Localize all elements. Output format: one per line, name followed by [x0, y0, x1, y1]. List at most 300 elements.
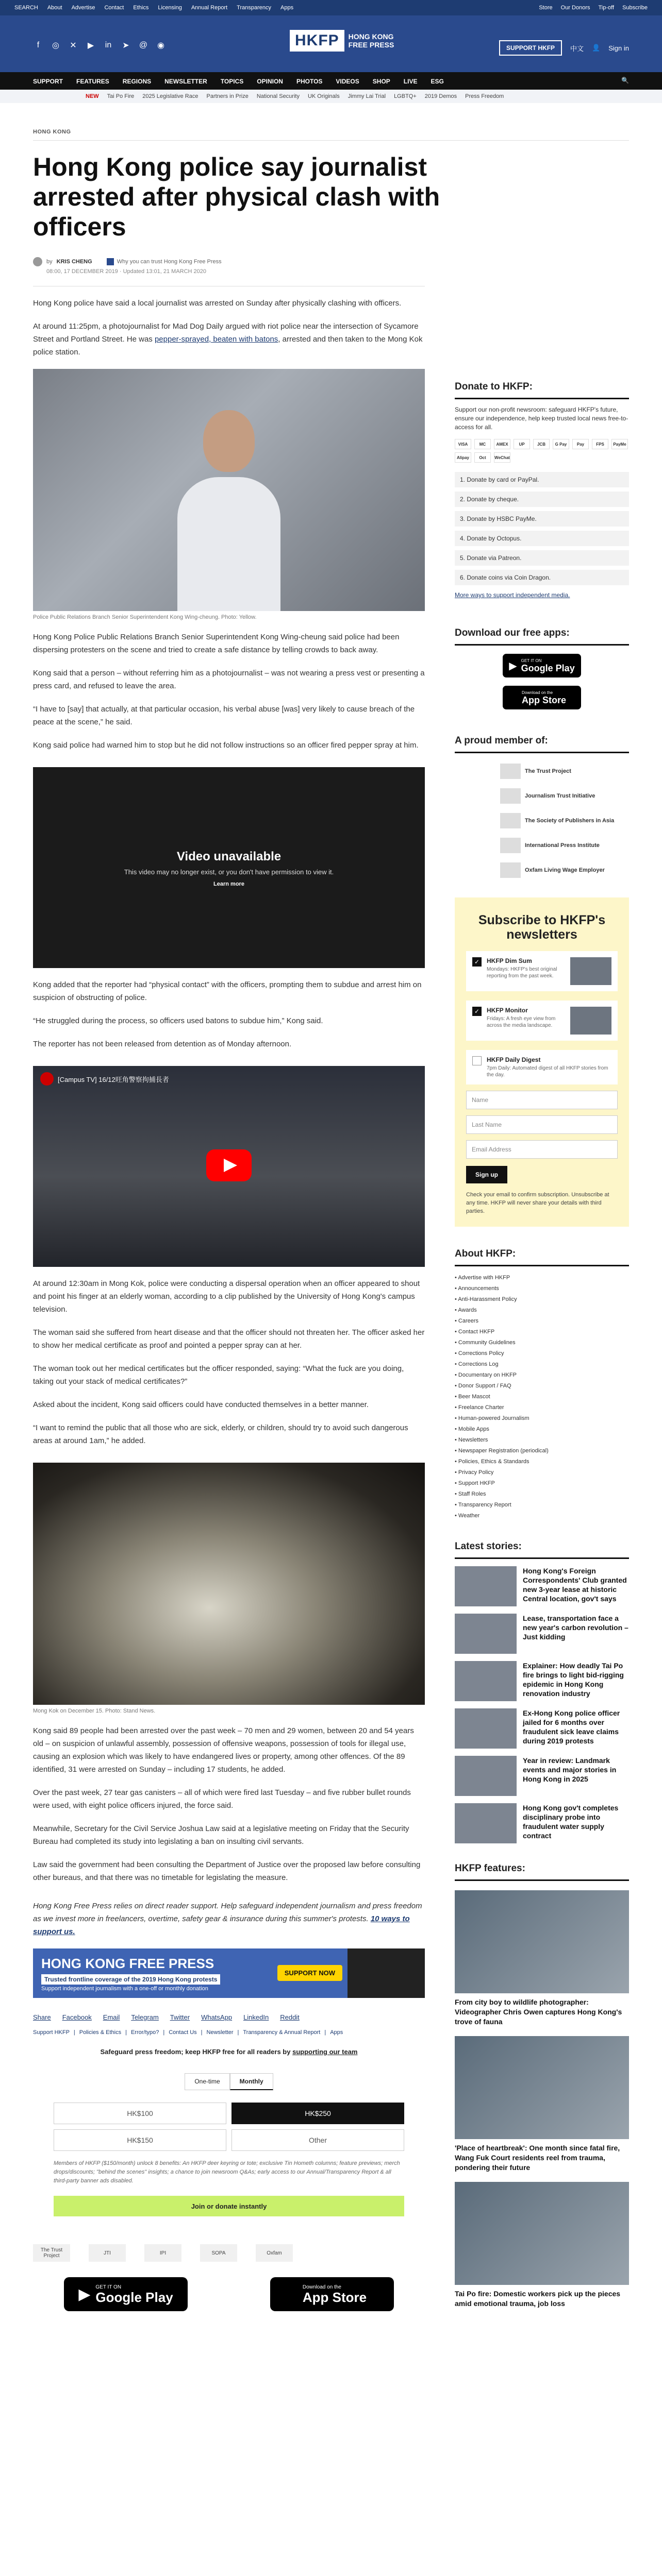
amount-option[interactable]: HK$100: [54, 2103, 226, 2124]
byline: [33, 257, 425, 266]
paragraph-text: , arrested and then taken to the Mong Kok police station.: [33, 335, 423, 357]
app-store-badges: [33, 2277, 425, 2311]
image-subject-head: [203, 410, 255, 472]
utility-link-contact[interactable]: Contact: [104, 5, 124, 11]
story-headline[interactable]: Explainer: How deadly Tai Po fire brings to light bid-rigging epidemic in Hong Kong renovation industry: [523, 1662, 624, 1698]
newsletter-option-text: [487, 1056, 611, 1078]
share-email[interactable]: Email: [103, 2013, 120, 2021]
app-store-line1: Download on the: [521, 690, 553, 695]
safeguard-text: Safeguard press freedom; keep HKFP free for all readers by: [100, 2048, 293, 2056]
article-paragraph: Meanwhile, Secretary for the Civil Service Joshua Law said at a legislative meeting on Friday that the Security Bureau had completed its study into legislating a ban on insulting civil servants.: [33, 1824, 409, 1846]
trending-link[interactable]: National Security: [256, 93, 300, 99]
article-title: Hong Kong police say journalist arrested after physical clash with officers: [33, 152, 440, 241]
utility-link-annual-report[interactable]: Annual Report: [191, 5, 228, 11]
article-footer-links: Support HKFP | Policies & Ethics | Error/typo? | Contact Us | Newsletter | Transparency & Annual Report | Apps: [33, 2029, 343, 2036]
partner-logo[interactable]: SOPA: [200, 2244, 237, 2262]
sidebar-member-heading: A proud member of:: [455, 735, 629, 753]
google-play-badge[interactable]: [64, 2277, 188, 2311]
story-thumbnail: [455, 1614, 517, 1654]
feature-story[interactable]: [455, 1890, 629, 2027]
newsletter-option-title: HKFP Daily Digest: [487, 1056, 541, 1063]
sidebar-features: [455, 1863, 629, 2309]
newsletter-option[interactable]: [466, 1001, 618, 1041]
google-play-line1: GET IT ON: [521, 658, 542, 663]
about-link[interactable]: • Documentary on HKFP: [455, 1370, 629, 1381]
feature-headline[interactable]: Tai Po fire: Domestic workers pick up the pieces amid emotional trauma, job loss: [455, 2290, 621, 2308]
youtube-title-text: [Campus TV] 16/12旺角警察拘捕長者: [58, 1075, 169, 1083]
newsletter-thumbnail: [570, 957, 611, 985]
nav-item-support[interactable]: SUPPORT: [33, 78, 63, 85]
sidebar-memberships: [455, 735, 629, 878]
article-paragraph: Law said the government had been consulting the Department of Justice over the proposed law before consulting other bureaus, and that there was no timetable for legislating the measure.: [33, 1860, 421, 1882]
rss-icon[interactable]: ◉: [157, 41, 164, 50]
logo-line-2: FREE PRESS: [348, 41, 394, 49]
search-icon[interactable]: 🔍: [621, 77, 629, 84]
about-link[interactable]: • Freelance Charter: [455, 1402, 629, 1413]
latest-story[interactable]: [455, 1661, 629, 1701]
feature-image: [455, 2036, 629, 2139]
article-paragraph: Kong said 89 people had been arrested over the past week – 70 men and 29 women, between 20 and 54 years old – on suspicion of unlawful assembly, possession of offensive weapons, possession of tools for illegal use, causing an explosion which was likely to have endangered lives or property, among other offences. Of the 89 identified, 31 were arrested on Sunday – including 17 students, he added.: [33, 1726, 414, 1774]
google-play-icon: ▶: [509, 660, 517, 672]
support-note-link[interactable]: 10 ways to support us.: [33, 1914, 410, 1936]
support-hkfp-button[interactable]: SUPPORT HKFP: [499, 40, 562, 56]
member-logo-label: Oxfam Living Wage Employer: [525, 867, 605, 873]
instagram-icon[interactable]: ◎: [52, 41, 59, 50]
about-link[interactable]: • Beer Mascot: [455, 1392, 629, 1402]
member-logo[interactable]: [500, 788, 629, 804]
about-link[interactable]: • Donor Support / FAQ: [455, 1381, 629, 1392]
share-label: Share: [33, 2013, 51, 2021]
feature-story[interactable]: [455, 2036, 629, 2173]
logo-wordmark: [349, 32, 394, 49]
image-subject-body: [177, 477, 280, 611]
about-link[interactable]: • Weather: [455, 1511, 629, 1521]
banner-support-button[interactable]: SUPPORT NOW: [277, 1965, 342, 1981]
share-bar: [33, 2013, 425, 2021]
telegram-icon[interactable]: ➤: [122, 41, 129, 50]
footer-link[interactable]: Support HKFP: [33, 2029, 70, 2036]
safeguard-link[interactable]: supporting our team: [292, 2048, 358, 2056]
share-whatsapp[interactable]: WhatsApp: [201, 2013, 233, 2021]
newsletter-heading: Subscribe to HKFP's newsletters: [478, 913, 606, 942]
google-play-text: [95, 2284, 173, 2304]
about-link[interactable]: • Advertise with HKFP: [455, 1273, 629, 1283]
utility-link-tipoff[interactable]: Tip-off: [598, 5, 615, 11]
about-link[interactable]: • Staff Roles: [455, 1489, 629, 1500]
payment-icon: AMEX: [494, 439, 510, 449]
more-ways-link[interactable]: More ways to support independent media.: [455, 591, 570, 599]
inline-link[interactable]: pepper-sprayed, beaten with batons: [154, 335, 278, 344]
article-figure: [33, 369, 425, 620]
sidebar-latest-heading: Latest stories:: [455, 1541, 629, 1559]
facebook-icon[interactable]: f: [37, 41, 40, 49]
donation-frequency-tabs: [33, 2073, 425, 2090]
trending-items: [86, 93, 504, 99]
channel-avatar: [40, 1072, 54, 1086]
member-logo[interactable]: [500, 764, 629, 779]
tab-monthly[interactable]: Monthly: [230, 2073, 273, 2090]
about-link[interactable]: • Human-powered Journalism: [455, 1413, 629, 1424]
utility-link-apps[interactable]: Apps: [280, 5, 294, 11]
donation-option[interactable]: 5. Donate via Patreon.: [455, 550, 629, 566]
member-logo-label: Journalism Trust Initiative: [525, 793, 595, 799]
article-paragraph: Hong Kong police have said a local journalist was arrested on Sunday after physically clashing with officers.: [33, 299, 402, 308]
story-headline[interactable]: Ex-Hong Kong police officer jailed for 6 months over fraudulent sick leave claims during 2019 protests: [523, 1709, 620, 1745]
about-link[interactable]: • Support HKFP: [455, 1478, 629, 1489]
about-link[interactable]: • Announcements: [455, 1283, 629, 1294]
feature-headline[interactable]: 'Place of heartbreak': One month since fatal fire, Wang Fuk Court residents reel from trauma, pondering their future: [455, 2144, 620, 2172]
support-note: [33, 1900, 425, 1938]
feature-headline[interactable]: From city boy to wildlife photographer: Videographer Chris Owen captures Hong Kong's trove of fauna: [455, 1998, 622, 2026]
support-banner[interactable]: [33, 1948, 425, 1998]
play-icon[interactable]: [206, 1149, 252, 1181]
article-paragraph: At around 12:30am in Mong Kok, police were conducting a dispersal operation when an officer appeared to shout and point his finger at an elderly woman, according to a clip published by the University of Hong Kong's campus television.: [33, 1279, 420, 1314]
member-logo-icon: [500, 838, 521, 853]
payment-icon: Alipay: [455, 452, 471, 463]
payment-icon: FPS: [592, 439, 608, 449]
latest-story[interactable]: [455, 1614, 629, 1654]
about-link[interactable]: • Transparency Report: [455, 1500, 629, 1511]
story-thumbnail: [455, 1661, 517, 1701]
paragraph-text: At around 11:25pm, a photojournalist for Mad Dog Daily argued with riot police near the intersection of Sycamore Street and Portland Street. He was: [33, 322, 419, 344]
latest-story[interactable]: [455, 1803, 629, 1843]
article-paragraph: “He struggled during the process, so officers used batons to subdue him,” Kong said.: [33, 1016, 323, 1025]
article-paragraph: Asked about the incident, Kong said officers could have conducted themselves in a better manner.: [33, 1400, 369, 1409]
google-play-line2: Google Play: [95, 2289, 173, 2305]
article-image[interactable]: [33, 1463, 425, 1705]
member-logo[interactable]: [500, 862, 629, 878]
sidebar: [455, 381, 629, 2309]
youtube-icon[interactable]: ▶: [87, 41, 94, 50]
trending-link[interactable]: Jimmy Lai Trial: [347, 93, 386, 99]
author-link[interactable]: KRIS CHENG: [56, 259, 92, 265]
image-caption: Mong Kok on December 15. Photo: Stand News.: [33, 1708, 156, 1714]
about-link[interactable]: • Policies, Ethics & Standards: [455, 1456, 629, 1467]
banner-sub: Support independent journalism with a one-off or monthly donation: [41, 1986, 208, 1992]
logo-line-1: HONG KONG: [348, 32, 394, 41]
payment-icon: VISA: [455, 439, 471, 449]
site-logo[interactable]: [290, 30, 394, 52]
story-thumbnail: [455, 1756, 517, 1796]
site-header: [0, 15, 662, 72]
sidebar-donate-text[interactable]: Support our non-profit newsroom: safeguard HKFP's future, ensure our independence, help keep trusted local news free-to-access for all.: [455, 406, 628, 431]
amount-option-selected[interactable]: HK$250: [231, 2103, 404, 2124]
member-logo[interactable]: [500, 838, 629, 853]
footer-link[interactable]: Contact Us: [169, 2029, 197, 2036]
feature-image: [455, 2182, 629, 2285]
story-headline[interactable]: Hong Kong gov't completes disciplinary probe into fraudulent water supply contract: [523, 1804, 619, 1840]
amount-option-other[interactable]: Other: [231, 2129, 404, 2151]
utility-link-licensing[interactable]: Licensing: [158, 5, 182, 11]
partner-logo[interactable]: The Trust Project: [33, 2244, 70, 2262]
trending-link[interactable]: Tai Po Fire: [107, 93, 135, 99]
about-link[interactable]: • Community Guidelines: [455, 1337, 629, 1348]
google-play-text: [521, 658, 575, 673]
sidebar-features-heading: HKFP features:: [455, 1863, 629, 1881]
header-actions: [499, 40, 629, 56]
nav-items: [33, 78, 444, 85]
story-thumbnail: [455, 1566, 517, 1606]
donation-box-heading: [33, 2048, 425, 2056]
trending-bar: [0, 90, 662, 103]
trending-link[interactable]: UK Originals: [307, 93, 340, 99]
app-store-badge[interactable]: [270, 2277, 394, 2311]
image-subject: [177, 389, 280, 611]
footer-link[interactable]: Newsletter: [206, 2029, 234, 2036]
about-link[interactable]: • Corrections Log: [455, 1359, 629, 1370]
social-icons: [33, 40, 166, 50]
footer-link[interactable]: Apps: [330, 2029, 343, 2036]
video-unavailable-subtitle: This video may no longer exist, or you don't have permission to view it.: [124, 868, 334, 876]
nav-item-live[interactable]: LIVE: [403, 78, 418, 85]
google-play-line1: GET IT ON: [95, 2284, 122, 2290]
utility-link-about[interactable]: About: [47, 5, 62, 11]
byline-by: by: [46, 259, 53, 265]
sidebar-latest: [455, 1541, 629, 1843]
donation-option[interactable]: 1. Donate by card or PayPal.: [455, 472, 629, 487]
utility-link-store[interactable]: Store: [539, 5, 553, 11]
google-play-badge[interactable]: [503, 654, 581, 677]
first-name-input[interactable]: Name: [466, 1091, 618, 1109]
member-logo-icon: [500, 813, 521, 828]
story-headline[interactable]: Year in review: Landmark events and major stories in Hong Kong in 2025: [523, 1756, 617, 1783]
newsletter-note: Check your email to confirm subscription. Unsubscribe at any time. HKFP will never share your details with third parties.: [466, 1192, 609, 1214]
app-store-text: [522, 690, 566, 705]
newsletter-option-desc: Mondays: HKFP's best original reporting from the past week.: [487, 967, 557, 979]
trending-link[interactable]: 2019 Demos: [424, 93, 457, 99]
about-links: [455, 1273, 629, 1521]
newsletter-signup: [455, 897, 629, 1227]
payment-icon: Oct: [474, 452, 491, 463]
nav-item-shop[interactable]: SHOP: [372, 78, 390, 85]
video-learn-more-link[interactable]: Learn more: [213, 881, 244, 887]
article: [33, 129, 440, 2311]
checkbox-checked[interactable]: ✓: [472, 1007, 482, 1016]
nav-item-photos[interactable]: PHOTOS: [296, 78, 323, 85]
app-store-text: [303, 2284, 367, 2304]
about-link[interactable]: • Careers: [455, 1316, 629, 1327]
trending-link[interactable]: LGBTQ+: [394, 93, 417, 99]
checkbox-unchecked[interactable]: [472, 1056, 482, 1065]
logo-mark: HKFP: [290, 30, 344, 52]
article-image[interactable]: [33, 369, 425, 611]
partner-logo[interactable]: JTI: [89, 2244, 126, 2262]
newsletter-option[interactable]: [466, 951, 618, 991]
about-link[interactable]: • Newspaper Registration (periodical): [455, 1446, 629, 1456]
x-icon[interactable]: ✕: [70, 41, 77, 50]
utility-link-donors[interactable]: Our Donors: [560, 5, 590, 11]
utility-link-ethics[interactable]: Ethics: [133, 5, 149, 11]
newsletter-option-title: HKFP Monitor: [487, 1007, 528, 1014]
utility-link-transparency[interactable]: Transparency: [237, 5, 271, 11]
partner-logos: [33, 2244, 425, 2262]
donation-options: [455, 472, 629, 585]
payment-icon: PayMe: [611, 439, 628, 449]
member-logo-label: The Society of Publishers in Asia: [525, 818, 615, 824]
article-timestamp: 08:00, 17 DECEMBER 2019 · Updated 13:01, 21 MARCH 2020: [46, 268, 207, 275]
video-unavailable-title: Video unavailable: [176, 850, 282, 863]
about-link[interactable]: • Privacy Policy: [455, 1467, 629, 1478]
nav-item-esg[interactable]: ESG: [431, 78, 444, 85]
feature-image: [455, 1890, 629, 1993]
payment-icon: G Pay: [553, 439, 569, 449]
checkbox-checked[interactable]: ✓: [472, 957, 482, 967]
partner-logo[interactable]: IPI: [144, 2244, 181, 2262]
utility-bar: [0, 0, 662, 15]
video-message: [33, 850, 425, 887]
trending-link[interactable]: 2025 Legislative Race: [142, 93, 198, 99]
article-kicker[interactable]: HONG KONG: [33, 129, 629, 141]
partner-logo[interactable]: Oxfam: [256, 2244, 293, 2262]
utility-link-search[interactable]: SEARCH: [14, 5, 38, 11]
membership-perks: Members of HKFP ($150/month) unlock 8 benefits: An HKFP deer keyring or tote; exclusive Tin Hometh columns; feature previews; merch drops/discounts; "behind the scenes" insights; a chance to join newsroom Q&As; early access to our Annual/Transparency Report & all third-party banner ads disabled.: [54, 2160, 400, 2184]
youtube-title: [40, 1072, 169, 1086]
story-headline[interactable]: Hong Kong's Foreign Correspondents' Club granted new 3-year lease at historic Central location, gov't says: [523, 1567, 627, 1603]
story-thumbnail: [455, 1708, 517, 1749]
footer-link[interactable]: Error/typo?: [130, 2029, 159, 2036]
app-store-line1: Download on the: [302, 2284, 341, 2290]
about-link[interactable]: • Newsletters: [455, 1435, 629, 1446]
main-nav: [0, 72, 662, 90]
about-link[interactable]: • Corrections Policy: [455, 1348, 629, 1359]
trust-link[interactable]: [107, 258, 222, 265]
donation-amounts: [33, 2103, 425, 2151]
nav-item-opinion[interactable]: OPINION: [257, 78, 283, 85]
article-paragraph: The woman took out her medical certificates but the officer responded, saying: “What the fuck are you doing, taking out your stack of medical certificates?”: [33, 1364, 404, 1386]
article-paragraph: “I want to remind the public that all those who are sick, elderly, or children, should try to avoid such dangerous areas at around 1am,” he added.: [33, 1423, 408, 1445]
newsletter-option-text: [487, 957, 565, 985]
signup-button[interactable]: Sign up: [466, 1166, 507, 1183]
feature-stories: [455, 1890, 629, 2309]
payment-methods: [455, 439, 629, 463]
google-play-icon: ▶: [78, 2285, 91, 2303]
nav-item-newsletter[interactable]: NEWSLETTER: [164, 78, 207, 85]
donation-option[interactable]: 3. Donate by HSBC PayMe.: [455, 511, 629, 527]
threads-icon[interactable]: @: [139, 41, 148, 49]
last-name-input[interactable]: Last Name: [466, 1115, 618, 1134]
amount-option[interactable]: HK$150: [54, 2129, 226, 2151]
sidebar-about-heading: About HKFP:: [455, 1248, 629, 1266]
member-logo-label: International Press Institute: [525, 842, 600, 849]
trust-link-label: Why you can trust Hong Kong Free Press: [117, 259, 222, 265]
member-logo-icon: [500, 862, 521, 878]
app-store-line2: App Store: [521, 694, 566, 705]
footer-link[interactable]: Policies & Ethics: [79, 2029, 122, 2036]
about-link[interactable]: • Mobile Apps: [455, 1424, 629, 1435]
share-reddit[interactable]: Reddit: [280, 2013, 300, 2021]
about-link[interactable]: • Contact HKFP: [455, 1327, 629, 1337]
utility-links-left: [14, 5, 293, 11]
trending-new-badge: NEW: [86, 93, 99, 99]
member-logo-icon: [500, 764, 521, 779]
sidebar-about: [455, 1248, 629, 1521]
member-logo-icon: [500, 788, 521, 804]
email-input[interactable]: Email Address: [466, 1140, 618, 1159]
utility-link-advertise[interactable]: Advertise: [71, 5, 95, 11]
donation-option[interactable]: 2. Donate by cheque.: [455, 492, 629, 507]
story-headline[interactable]: Lease, transportation face a new year's carbon revolution – Just kidding: [523, 1614, 628, 1641]
utility-link-subscribe[interactable]: Subscribe: [622, 5, 648, 11]
user-icon[interactable]: 👤: [592, 44, 601, 52]
author-avatar: [33, 257, 42, 266]
member-logos: [455, 764, 629, 878]
share-twitter[interactable]: Twitter: [170, 2013, 190, 2021]
sidebar-apps-heading: Download our free apps:: [455, 628, 629, 646]
signin-link[interactable]: Sign in: [608, 44, 629, 52]
app-store-badge[interactable]: [503, 686, 581, 709]
share-telegram[interactable]: Telegram: [131, 2013, 159, 2021]
article-paragraph: Kong said that a person – without referring him as a photojournalist – was not wearing a press vest or presenting a press card, and refused to leave the area.: [33, 669, 425, 690]
article-paragraph: Hong Kong Police Public Relations Branch Senior Superintendent Kong Wing-cheung said police had been dispersing protesters on the scene and tried to create a safe distance by telling crowds to back away.: [33, 633, 400, 654]
language-toggle[interactable]: 中文: [570, 44, 584, 53]
nav-item-regions[interactable]: REGIONS: [122, 78, 152, 85]
feature-story[interactable]: [455, 2182, 629, 2309]
donation-option[interactable]: 6. Donate coins via Coin Dragon.: [455, 570, 629, 585]
donation-option[interactable]: 4. Donate by Octopus.: [455, 531, 629, 546]
payment-icon: JCB: [533, 439, 550, 449]
member-logo[interactable]: [500, 813, 629, 828]
nav-item-features[interactable]: FEATURES: [76, 78, 109, 85]
payment-icon: Pay: [572, 439, 589, 449]
newsletter-thumbnail: [570, 1007, 611, 1035]
article-paragraph: The reporter has not been released from detention as of Monday afternoon.: [33, 1040, 292, 1048]
join-donate-button[interactable]: Join or donate instantly: [54, 2196, 404, 2216]
member-logo-label: The Trust Project: [525, 768, 571, 774]
latest-story[interactable]: [455, 1566, 629, 1606]
article-paragraph: Over the past week, 27 tear gas canisters – all of which were fired last Tuesday – and five rubber bullet rounds were used, with eight police officers injured, the force said.: [33, 1788, 411, 1810]
youtube-embed[interactable]: [33, 1066, 425, 1267]
google-play-line2: Google Play: [521, 663, 575, 673]
image-caption: Police Public Relations Branch Senior Superintendent Kong Wing-cheung. Photo: Yellow.: [33, 614, 257, 620]
sidebar-donate-heading: Donate to HKFP:: [455, 381, 629, 399]
utility-links-right: [539, 5, 648, 11]
trust-badge-icon: [107, 258, 114, 265]
article-figure: [33, 1463, 425, 1714]
payment-icon: WeChat: [494, 452, 510, 463]
newsletter-option-text: [487, 1007, 565, 1035]
article-paragraph: The woman said she suffered from heart disease and that the officer should not threaten her. The officer asked her to show her medical certificate as proof and pointed a pepper spray can at her.: [33, 1328, 425, 1350]
tab-one-time[interactable]: One-time: [185, 2073, 229, 2090]
share-facebook[interactable]: Facebook: [62, 2013, 92, 2021]
banner-title: HONG KONG FREE PRESS: [41, 1956, 214, 1971]
latest-story[interactable]: [455, 1708, 629, 1749]
about-link[interactable]: • Awards: [455, 1305, 629, 1316]
support-note-text: Hong Kong Free Press relies on direct reader support. Help safeguard independent journalism and press freedom as we invest more in freelancers, overtime, safety gear & insurance during this summer's protests.: [33, 1902, 422, 1923]
share-linkedin[interactable]: LinkedIn: [243, 2013, 269, 2021]
sidebar-apps: [455, 628, 629, 709]
story-thumbnail: [455, 1803, 517, 1843]
latest-story[interactable]: [455, 1756, 629, 1796]
nav-item-videos[interactable]: VIDEOS: [336, 78, 359, 85]
nav-item-topics[interactable]: TOPICS: [220, 78, 244, 85]
newsletter-option-desc: Fridays: A fresh eye view from across the media landscape.: [487, 1016, 556, 1028]
newsletter-option[interactable]: [466, 1050, 618, 1084]
video-embed-unavailable[interactable]: [33, 767, 425, 968]
footer-link[interactable]: Transparency & Annual Report: [243, 2029, 321, 2036]
payment-icon: UP: [514, 439, 530, 449]
latest-stories: [455, 1566, 629, 1843]
trending-link[interactable]: Press Freedom: [465, 93, 504, 99]
article-paragraph: [33, 320, 425, 359]
article-paragraph: “I have to [say] that actually, at that particular occasion, his verbal abuse [was] very likely to cause breach of the peace at the scene,” he said.: [33, 705, 415, 726]
article-paragraph: Kong added that the reporter had “physical contact” with the officers, prompting them to subdue and arrest him on suspicion of obstructing of police.: [33, 980, 422, 1002]
payment-icon: MC: [474, 439, 491, 449]
newsletter-option-title: HKFP Dim Sum: [487, 957, 532, 964]
about-link[interactable]: • Anti-Harassment Policy: [455, 1294, 629, 1305]
banner-tag: Trusted frontline coverage of the 2019 Hong Kong protests: [41, 1974, 220, 1985]
trending-link[interactable]: Partners in Prize: [206, 93, 249, 99]
linkedin-icon[interactable]: in: [105, 41, 112, 49]
